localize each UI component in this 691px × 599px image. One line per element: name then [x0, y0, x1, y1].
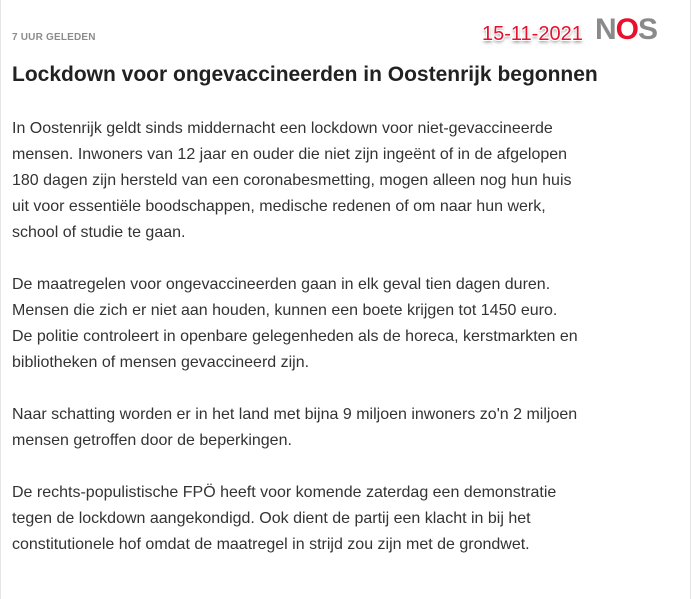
timestamp: 7 UUR GELEDEN	[12, 32, 96, 43]
paragraph-line: mensen. Inwoners van 12 jaar en ouder die niet zijn ingeënt of in de afgelopen	[12, 146, 568, 163]
paragraph-line: uit voor essentiële boodschappen, medische redenen of om naar hun werk,	[12, 198, 546, 215]
paragraph-line: mensen getroffen door de beperkingen.	[12, 432, 292, 449]
paragraph-line: De politie controleert in openbare gelegenheden als de horeca, kerstmarkten en	[12, 328, 578, 345]
paragraph-line: tegen de lockdown aangekondigd. Ook dient de partij een klacht in bij het	[12, 510, 531, 527]
article-body	[12, 116, 682, 584]
article-headline: Lockdown voor ongevaccineerden in Oostenrijk begonnen	[12, 63, 598, 86]
paragraph	[12, 480, 682, 558]
paragraph-line: school of studie te gaan.	[12, 224, 186, 241]
paragraph-line: Mensen die zich er niet aan houden, kunnen een boete krijgen tot 1450 euro.	[12, 302, 558, 319]
paragraph-line: constitutionele hof omdat de maatregel in strijd zou zijn met de grondwet.	[12, 536, 530, 553]
paragraph-line: bibliotheken of mensen gevaccineerd zijn.	[12, 354, 310, 371]
paragraph-line: In Oostenrijk geldt sinds middernacht een lockdown voor niet-gevaccineerde	[12, 120, 553, 137]
paragraph	[12, 272, 682, 376]
paragraph-line: De maatregelen voor ongevaccineerden gaan in elk geval tien dagen duren.	[12, 276, 551, 293]
date-stamp: 15-11-2021	[482, 23, 583, 45]
paragraph-line: Naar schatting worden er in het land met bijna 9 miljoen inwoners zo'n 2 miljoen	[12, 406, 578, 423]
paragraph-line: De rechts-populistische FPÖ heeft voor komende zaterdag een demonstratie	[12, 484, 557, 501]
paragraph-line: 180 dagen zijn hersteld van een coronabesmetting, mogen alleen nog hun huis	[12, 172, 572, 189]
paragraph	[12, 116, 682, 246]
logo-letter-s: S	[638, 13, 658, 46]
logo-letter-n: N	[595, 13, 616, 46]
paragraph	[12, 402, 682, 454]
logo-letter-o: O	[615, 13, 639, 46]
nos-logo[interactable]	[595, 14, 657, 46]
